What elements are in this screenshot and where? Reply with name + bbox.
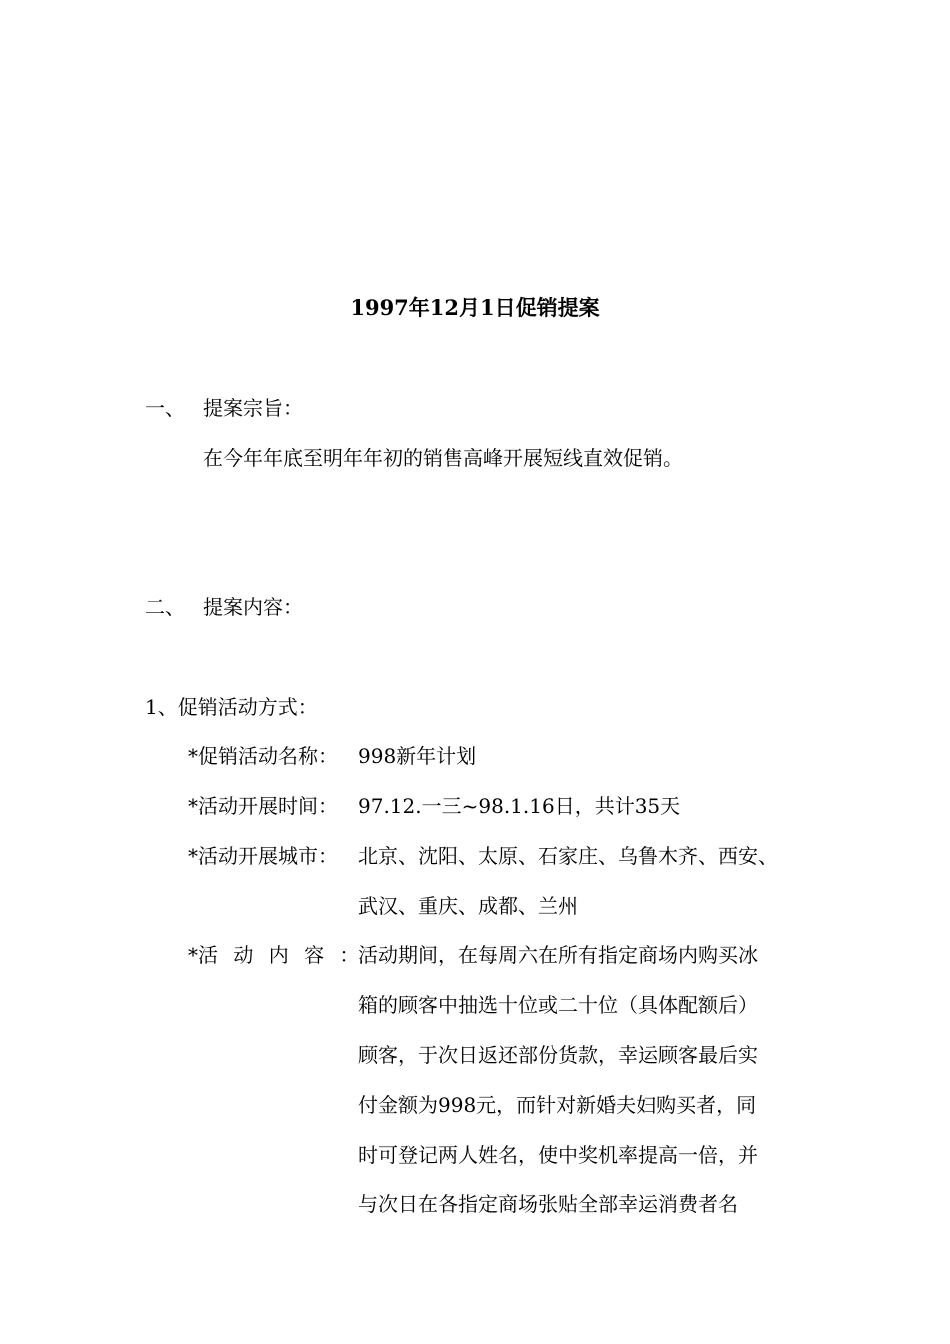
- field-label-content: *活 动 内 容 ：: [188, 943, 360, 967]
- document-title: 1997年12月1日促销提案: [350, 295, 600, 320]
- field-label-cities: *活动开展城市：: [188, 844, 338, 868]
- section-2-number: 二、: [145, 595, 185, 619]
- section-1-body: 在今年年底至明年年初的销售高峰开展短线直效促销。: [203, 446, 683, 470]
- field-value-content-line-6: 与次日在各指定商场张贴全部幸运消费者名: [358, 1192, 738, 1216]
- field-value-cities-line-2: 武汉、重庆、成都、兰州: [358, 894, 578, 918]
- field-value-name: 998新年计划: [358, 744, 477, 768]
- field-value-content-line-3: 顾客，于次日返还部份货款，幸运顾客最后实: [358, 1043, 758, 1067]
- section-1-heading: 提案宗旨：: [203, 396, 303, 420]
- field-value-time: 97.12.一三~98.1.16日，共计35天: [358, 794, 681, 818]
- field-value-content-line-2: 箱的顾客中抽选十位或二十位（具体配额后）: [358, 993, 758, 1017]
- item-1-heading: 1、促销活动方式：: [145, 695, 318, 719]
- field-label-name: *促销活动名称：: [188, 744, 338, 768]
- field-value-content-line-5: 时可登记两人姓名，使中奖机率提高一倍，并: [358, 1143, 758, 1167]
- section-1-number: 一、: [145, 396, 185, 420]
- field-value-cities-line-1: 北京、沈阳、太原、石家庄、乌鲁木齐、西安、: [358, 844, 778, 868]
- field-label-time: *活动开展时间：: [188, 794, 338, 818]
- section-2-heading: 提案内容：: [203, 595, 303, 619]
- field-value-content-line-1: 活动期间，在每周六在所有指定商场内购买冰: [358, 943, 758, 967]
- field-value-content-line-4: 付金额为998元，而针对新婚夫妇购买者，同: [358, 1093, 757, 1117]
